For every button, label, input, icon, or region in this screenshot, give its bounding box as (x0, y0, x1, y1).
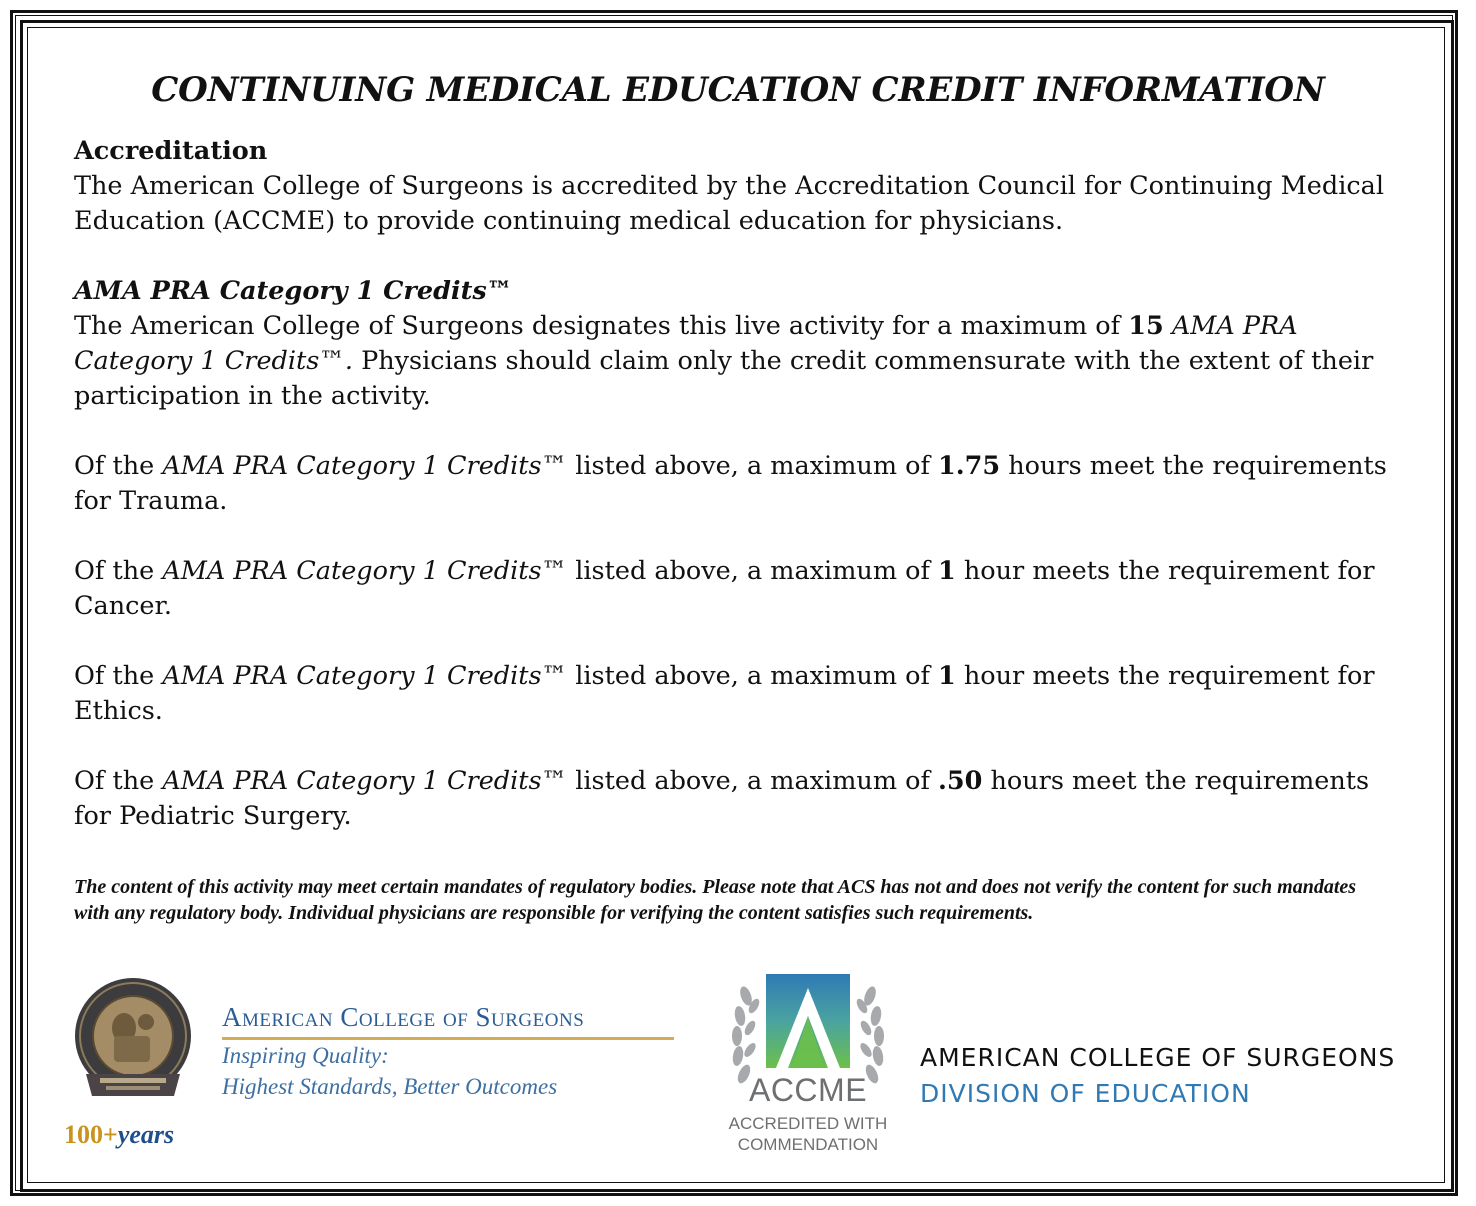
specialty-credit-suffix: hour meets the requirement for Ethics. (74, 661, 1375, 726)
accme-subtitle-line-2: COMMENDATION (737, 1135, 879, 1154)
acs-logo-divider (222, 1037, 674, 1040)
spacer (74, 729, 1404, 764)
ama-credits-statement (74, 309, 1404, 414)
specialty-credit-amount: 1.75 (938, 451, 1001, 481)
specialty-credit-name: AMA PRA Category 1 Credits (162, 766, 542, 796)
ama-credits-text-before: The American College of Surgeons designates this live activity for a maximum of (74, 311, 1129, 341)
specialty-credit-trauma (74, 449, 1404, 519)
acs-seal-icon (66, 974, 200, 1114)
spacer (74, 239, 1404, 274)
specialty-credit-name: AMA PRA Category 1 Credits (162, 451, 542, 481)
accreditation-statement: The American College of Surgeons is accredited by the Accreditation Council for Continuing Medical Education (ACCME) to provide continuing medical education for physicians. (74, 171, 1384, 236)
acs-years-word: years (117, 1120, 175, 1149)
page-title: CONTINUING MEDICAL EDUCATION CREDIT INFORMATION (151, 70, 1325, 110)
specialty-credit-prefix: Of the (74, 766, 163, 796)
acs-100-years-badge (64, 1120, 174, 1150)
acs-years-number: 100+ (64, 1120, 118, 1149)
specialty-credit-amount: 1 (938, 661, 956, 691)
specialty-credit-cancer (74, 554, 1404, 624)
specialty-credit-mid: ™ listed above, a maximum of (541, 766, 938, 796)
specialty-credit-mid: ™ listed above, a maximum of (541, 451, 938, 481)
accme-subtitle-line-1: ACCREDITED WITH (728, 1114, 888, 1133)
accreditation-heading: Accreditation (74, 136, 268, 166)
specialty-credit-amount: 1 (938, 556, 956, 586)
specialty-credit-amount: .50 (938, 766, 983, 796)
accme-label: ACCME (748, 1072, 868, 1108)
division-of-education-label: DIVISION OF EDUCATION (920, 1079, 1251, 1108)
specialty-credit-name: AMA PRA Category 1 Credits (162, 556, 542, 586)
credit-information-body (74, 134, 1404, 834)
regulatory-disclaimer: The content of this activity may meet certain mandates of regulatory bodies. Please note that ACS has not and does not verify the content for such mandates with any regulatory body. Individual physicians are responsible for verifying the content satisfies such requirements. (74, 876, 1357, 924)
ama-credits-heading: AMA PRA Category 1 Credits™ (74, 276, 513, 306)
division-org-name: AMERICAN COLLEGE OF SURGEONS (920, 1043, 1396, 1072)
ama-max-credits: 15 (1128, 311, 1164, 341)
ama-credit-name: AMA PRA Category 1 Credits™. (74, 311, 1298, 376)
ama-credits-text-after: Physicians should claim only the credit commensurate with the extent of their participation in the activity. (74, 346, 1374, 411)
acs-tagline-line-1: Inspiring Quality: (222, 1043, 389, 1068)
acs-logo-name: American College of Surgeons (222, 1002, 585, 1032)
spacer (74, 414, 1404, 449)
specialty-credit-suffix: hour meets the requirement for Cancer. (74, 556, 1375, 621)
specialty-credit-prefix: Of the (74, 556, 163, 586)
acs-tagline-line-2: Highest Standards, Better Outcomes (222, 1074, 558, 1099)
specialty-credit-suffix: hours meet the requirements for Trauma. (74, 451, 1387, 516)
spacer (74, 519, 1404, 554)
specialty-credit-pediatric-surgery (74, 764, 1404, 834)
specialty-credit-suffix: hours meet the requirements for Pediatric Surgery. (74, 766, 1370, 831)
specialty-credit-mid: ™ listed above, a maximum of (541, 661, 938, 691)
spacer (74, 624, 1404, 659)
specialty-credit-ethics (74, 659, 1404, 729)
specialty-credit-mid: ™ listed above, a maximum of (541, 556, 938, 586)
specialty-credit-name: AMA PRA Category 1 Credits (162, 661, 542, 691)
specialty-credit-prefix: Of the (74, 451, 163, 481)
specialty-credit-prefix: Of the (74, 661, 163, 691)
